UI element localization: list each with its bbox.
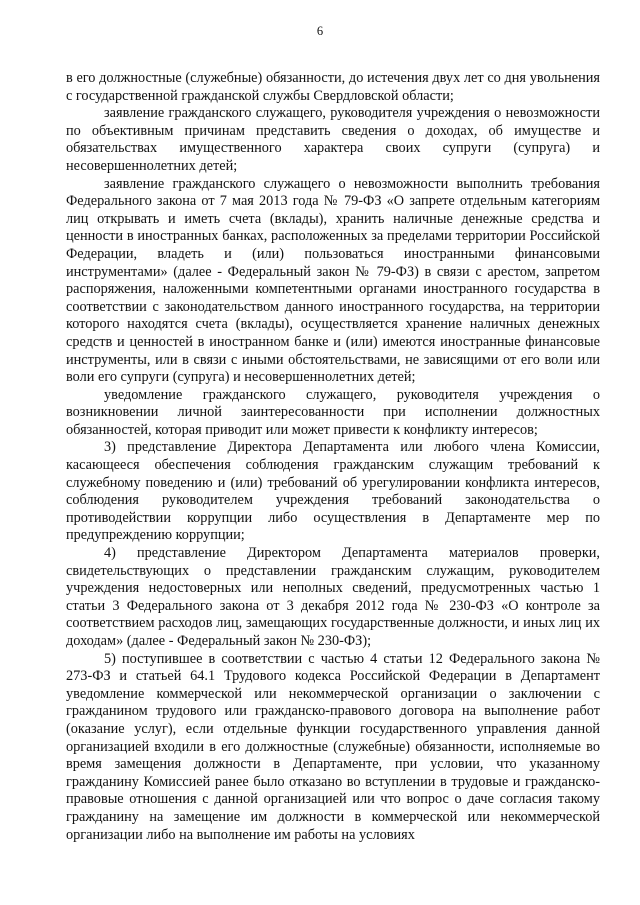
paragraph: уведомление гражданского служащего, руководителя учреждения о возникновении личной заинтересованности при исполнении должностных обязанностей, которая приводит или может привести к конфликту интересов; bbox=[66, 386, 600, 438]
paragraph-item-5: 5) поступившее в соответствии с частью 4 статьи 12 Федерального закона № 273-ФЗ и статьей 64.1 Трудового кодекса Российской Федерации в Департамент уведомление коммерческой или некоммерческой организации о заключении с гражданином трудового или гражданско-правового договора на выполнение работ (оказание услуг), если отдельные функции государственного управления данной организацией входили в его должностные (служебные) обязанности, исполняемые во время замещения должности в Департаменте, при условии, что указанному гражданину Комиссией ранее было отказано во вступлении в трудовые и гражданско-правовые отношения с данной организацией или что вопрос о даче согласия такому гражданину на замещение им должности в коммерческой или некоммерческой организации либо на выполнение им работы на условиях bbox=[66, 650, 600, 843]
page-number: 6 bbox=[316, 24, 324, 38]
paragraph-item-3: 3) представление Директора Департамента или любого члена Комиссии, касающееся обеспечения соблюдения гражданским служащим требований к служебному поведению и (или) требований об урегулировании конфликта интересов, соблюдения руководителем учреждения требований законодательства о противодействии коррупции либо осуществления в Департаменте мер по предупреждению коррупции; bbox=[66, 439, 600, 544]
paragraph-item-4: 4) представление Директором Департамента материалов проверки, свидетельствующих о представлении гражданским служащим, руководителем учреждения недостоверных или неполных сведений, предусмотренных частью 1 статьи 3 Федерального закона от 3 декабря 2012 года № 230-ФЗ «О контроле за соответствием расходов лиц, замещающих государственные должности, и иных лиц их доходам» (далее - Федеральный закон № 230-ФЗ); bbox=[66, 545, 600, 649]
paragraph: заявление гражданского служащего, руководителя учреждения о невозможности по объективным причинам представить сведения о доходах, об имуществе и обязательствах имущественного характера своих супруги (супруга) и несовершеннолетних детей; bbox=[66, 105, 600, 174]
paragraph: заявление гражданского служащего о невозможности выполнить требования Федерального закона от 7 мая 2013 года № 79-ФЗ «О запрете отдельным категориям лиц открывать и иметь счета (вклады), хранить наличные денежные средства и ценности в иностранных банках, расположенных за пределами территории Российской Федерации, владеть и (или) пользоваться иностранными финансовыми инструментами» (далее - Федеральный закон № 79-ФЗ) в связи с арестом, запретом распоряжения, наложенными компетентными органами иностранного государства в соответствии с законодательством данного иностранного государства, на территории которого находятся счета (вклады), осуществляется хранение наличных денежных средств и ценностей в иностранном банке и (или) имеются иностранные финансовые инструменты, или в связи с иными обстоятельствами, не зависящими от его воли или воли его супруги (супруга) и несовершеннолетних детей; bbox=[66, 175, 600, 386]
paragraph-continuation: в его должностные (служебные) обязанности, до истечения двух лет со дня увольнения с государственной гражданской службы Свердловской области; bbox=[66, 70, 600, 104]
document-body bbox=[66, 70, 600, 844]
